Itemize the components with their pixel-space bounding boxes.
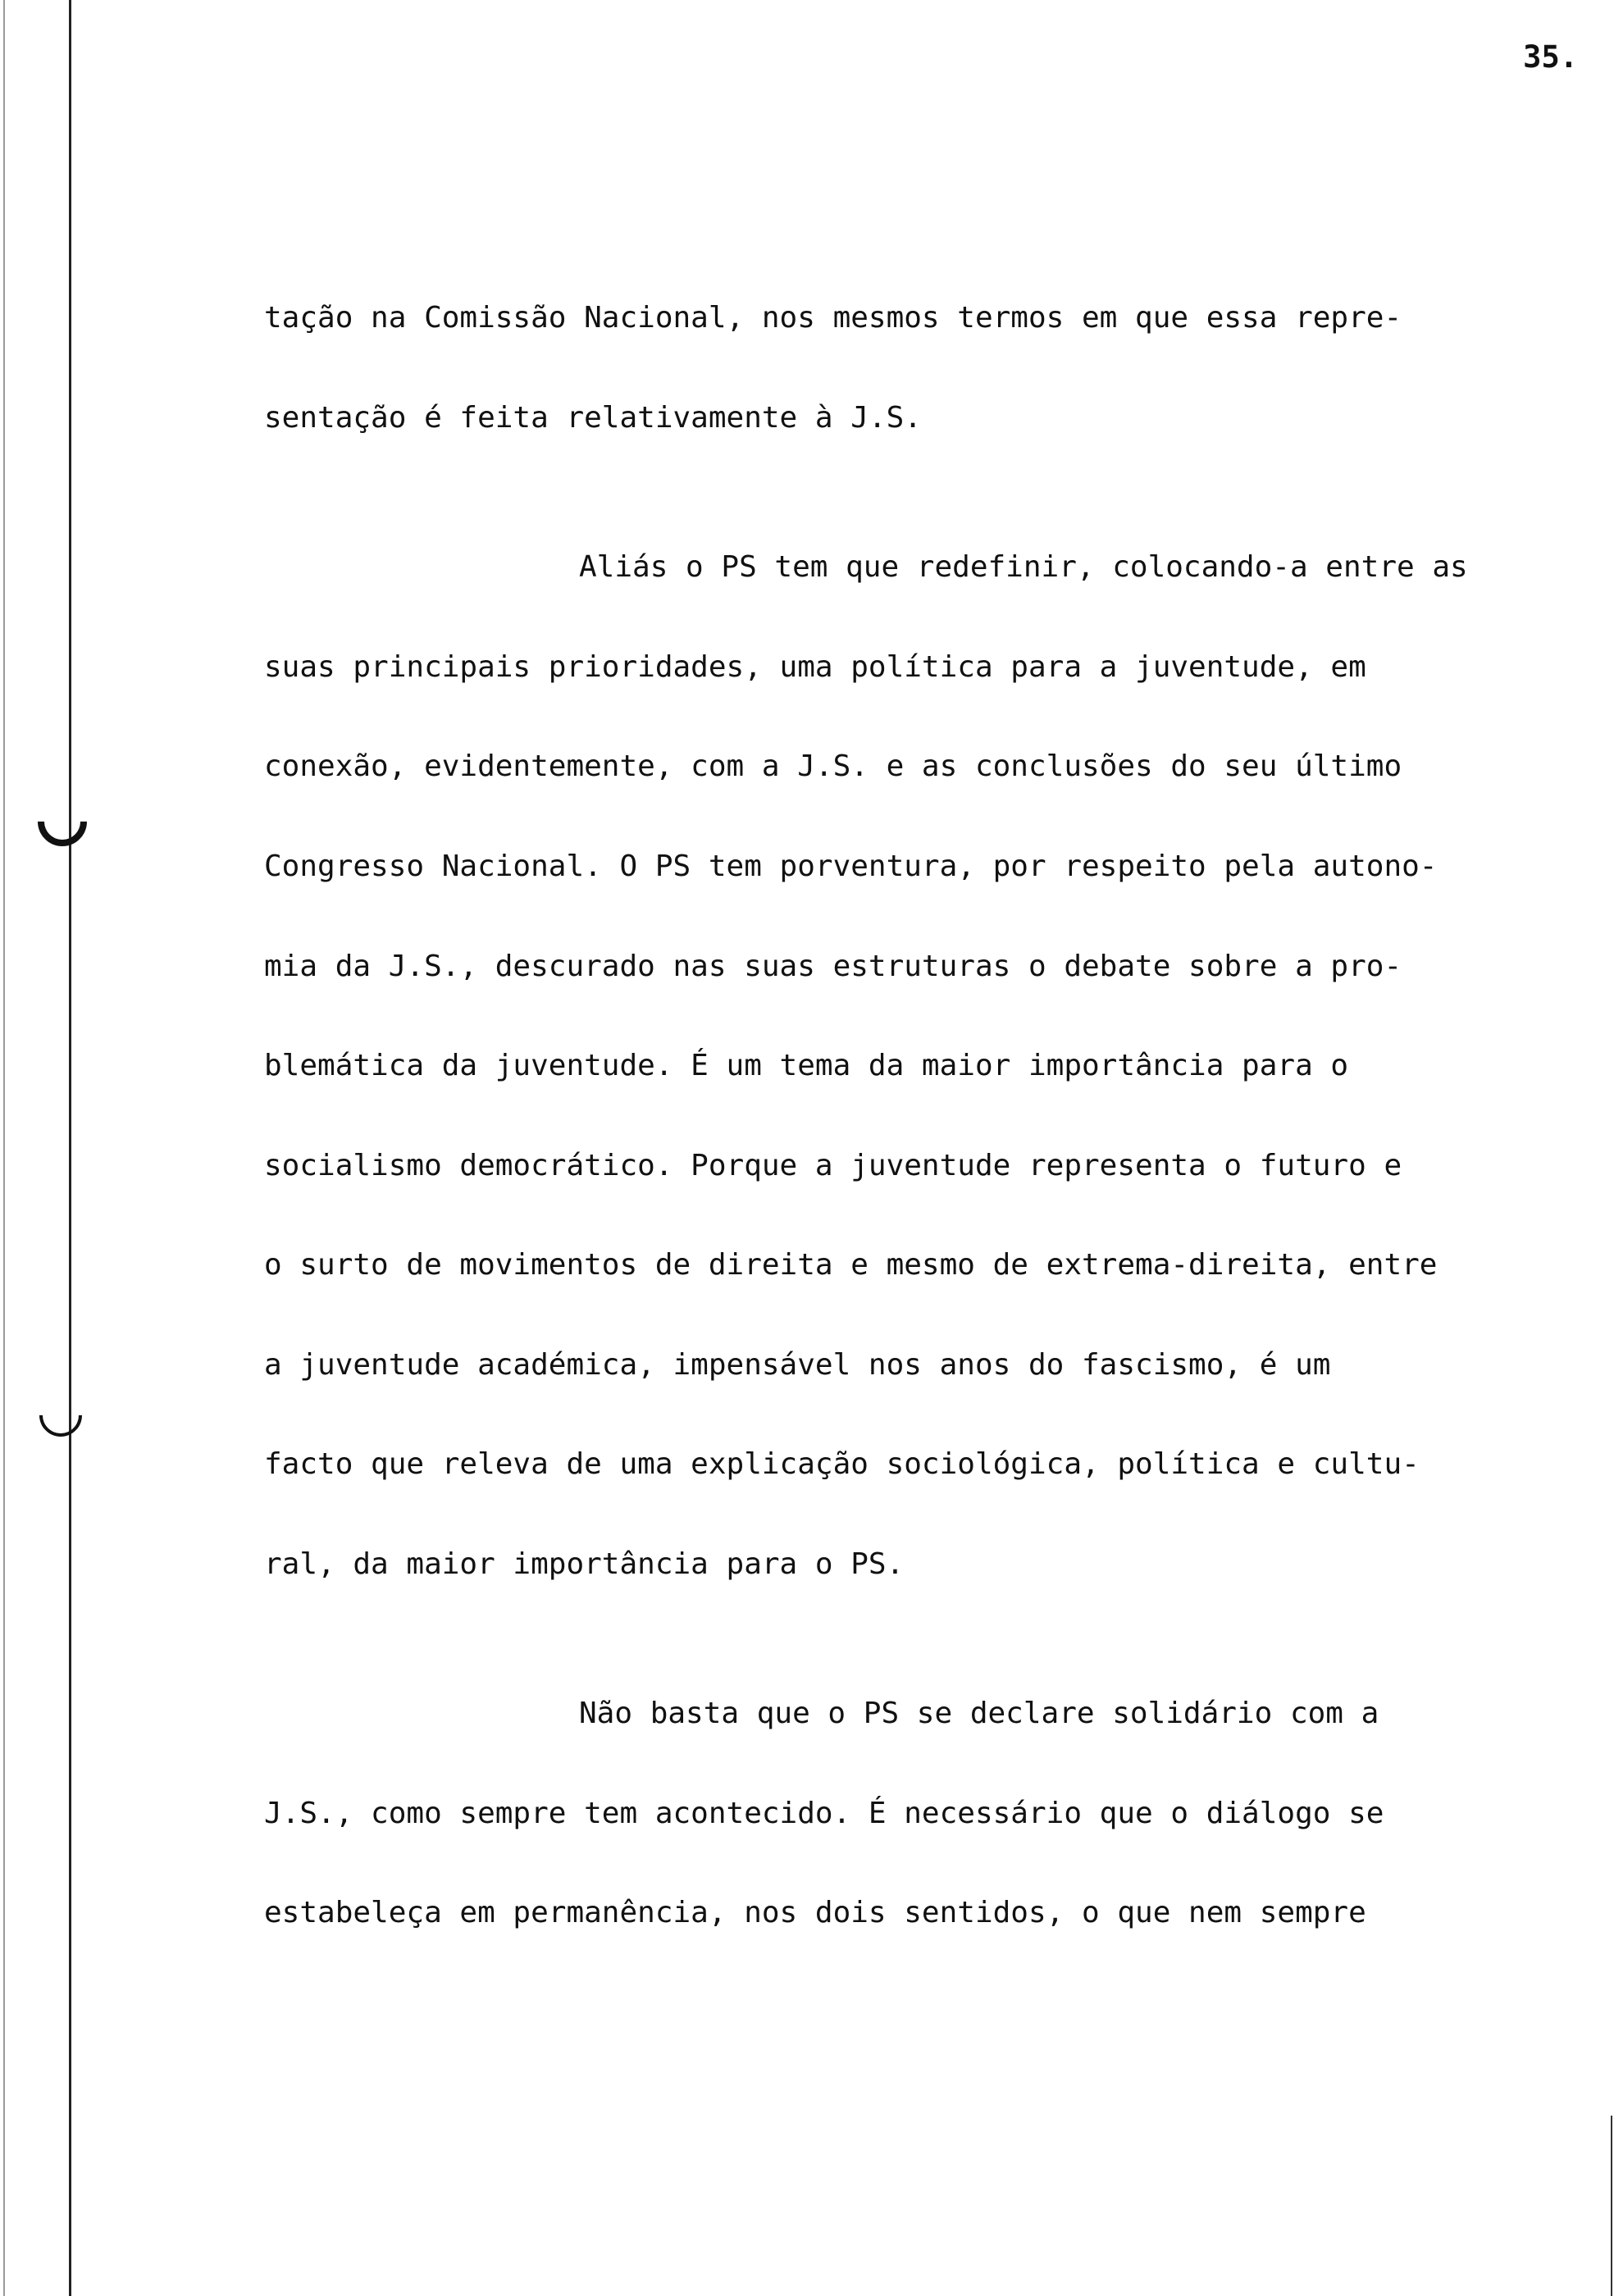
text-line: suas principais prioridades, uma política para a juventude, em	[264, 650, 1366, 684]
text-line: facto que releva de uma explicação sociológica, política e cultu-	[264, 1447, 1420, 1481]
text-line: ral, da maior importância para o PS.	[264, 1547, 905, 1581]
text-line: estabeleça em permanência, nos dois sentidos, o que nem sempre	[264, 1896, 1366, 1929]
text-line: sentação é feita relativamente à J.S.	[264, 401, 922, 435]
binder-margin-line	[69, 0, 71, 2296]
page-number: 35.	[1523, 39, 1578, 75]
text-line: o surto de movimentos de direita e mesmo de extrema-direita, entre	[264, 1248, 1438, 1282]
scan-edge-right	[1611, 2116, 1612, 2296]
text-line: J.S., como sempre tem acontecido. É necessário que o diálogo se	[264, 1797, 1384, 1830]
paragraph-start-line: Não basta que o PS se declare solidário com a	[579, 1697, 1379, 1730]
text-line: mia da J.S., descurado nas suas estruturas o debate sobre a pro-	[264, 950, 1402, 983]
text-line: tação na Comissão Nacional, nos mesmos termos em que essa repre-	[264, 301, 1402, 335]
text-line: socialismo democrático. Porque a juventude representa o futuro e	[264, 1149, 1402, 1182]
text-line: a juventude académica, impensável nos anos do fascismo, é um	[264, 1348, 1331, 1382]
scan-edge-left	[3, 0, 5, 2296]
paragraph-start-line: Aliás o PS tem que redefinir, colocando-a entre as	[579, 550, 1468, 584]
binder-hook-icon	[28, 787, 98, 857]
text-line: blemática da juventude. É um tema da maior importância para o	[264, 1049, 1349, 1082]
text-line: conexão, evidentemente, com a J.S. e as conclusões do seu último	[264, 749, 1402, 783]
text-line: Congresso Nacional. O PS tem porventura, por respeito pela autono-	[264, 850, 1438, 883]
binder-hook-icon	[30, 1385, 91, 1446]
